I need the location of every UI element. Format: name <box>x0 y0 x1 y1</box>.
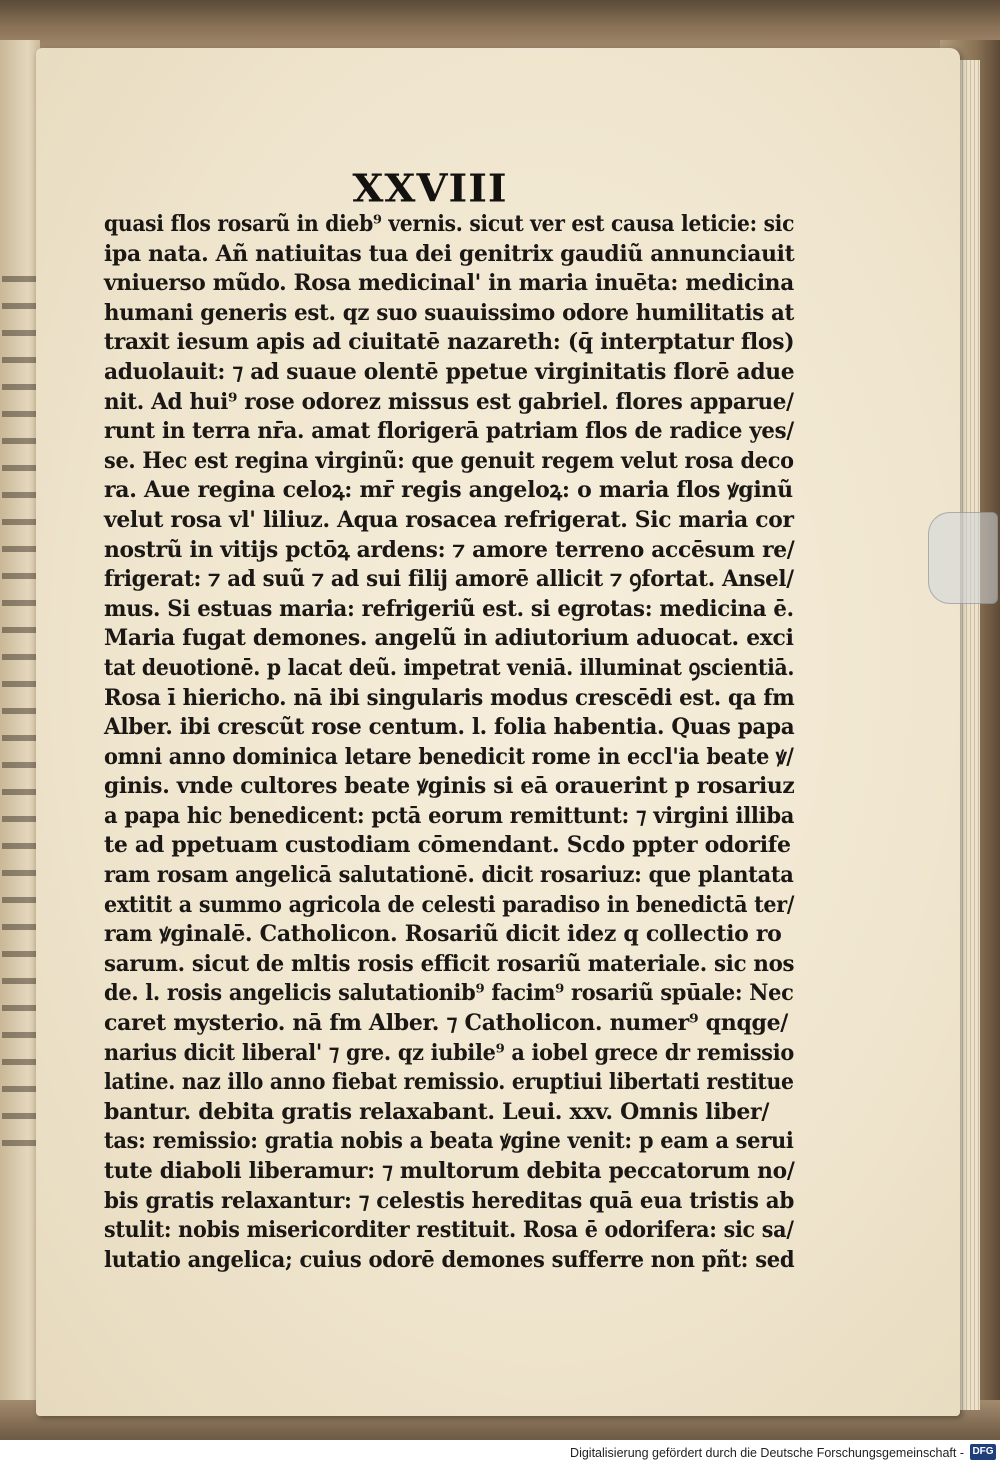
text-line: vniuerso mũdo. Rosa medicinal' in maria inuēta: medicina <box>104 270 794 297</box>
text-line: extitit a summo agricola de celesti paradiso in benedictā ter/ <box>104 891 795 918</box>
text-line: runt in terra nr̄a. amat florigerā patriam flos de radice yes/ <box>104 418 794 445</box>
text-line: narius dicit liberal' ⁊ gre. qz iubile⁹ a iobel grece dr remissio <box>104 1039 794 1066</box>
text-line: bis gratis relaxantur: ⁊ celestis hereditas quā eua tristis ab <box>104 1187 795 1214</box>
text-line: Maria fugat demones. angelũ in adiutorium aduocat. exci <box>104 625 794 652</box>
text-line: tas: remissio: gratia nobis a beata ꝟgine venit: p eam a serui <box>104 1128 794 1155</box>
text-line: mus. Si estuas maria: refrigeriũ est. si egrotas: medicina ē. <box>104 595 794 622</box>
funding-credit: Digitalisierung gefördert durch die Deutsche Forschungsgemeinschaft - <box>570 1446 964 1460</box>
text-line: ginis. vnde cultores beate ꝟginis si eā orauerint p rosariuz <box>104 773 795 800</box>
text-line: tute diaboli liberamur: ⁊ multorum debita peccatorum no/ <box>104 1158 795 1184</box>
text-line: traxit iesum apis ad ciuitatē nazareth: (q̄ interptatur flos) <box>104 329 795 356</box>
text-line: aduolauit: ⁊ ad suaue olentē ppetue virginitatis florē adue <box>104 358 795 385</box>
text-line: humani generis est. qz suo suauissimo odore humilitatis at <box>104 299 795 326</box>
text-line: Alber. ibi crescũt rose centum. l. folia habentia. Quas papa <box>104 714 795 741</box>
text-line: ra. Aue regina celoꝝ: mr̄ regis angeloꝝ: o maria flos ꝟginũ <box>104 477 793 504</box>
text-line: tat deuotionē. p lacat deũ. impetrat veniā. illuminat ꝯscientiā. <box>104 654 795 681</box>
text-line: nit. Ad hui⁹ rose odorez missus est gabriel. flores apparue/ <box>104 388 794 415</box>
text-line: ram ꝟginalē. Catholicon. Rosariũ dicit idez q collectio ro <box>104 921 782 948</box>
dfg-logo: DFG <box>970 1444 996 1460</box>
text-line: quasi flos rosarũ in dieb⁹ vernis. sicut ver est causa leticie: sic <box>104 211 795 237</box>
text-line: ram rosam angelicā salutationē. dicit rosariuz: que plantata <box>104 862 794 889</box>
facing-page-text-fragment <box>2 260 36 1160</box>
text-line: caret mysterio. nā fm Alber. ⁊ Catholicon. numer⁹ qnqge/ <box>104 1010 789 1037</box>
text-line: lutatio angelica; cuius odorē demones sufferre non pñt: sed <box>104 1246 795 1273</box>
text-line: frigerat: ⁊ ad suũ ⁊ ad sui filij amorē allicit ⁊ ꝯfortat. Ansel/ <box>104 566 794 593</box>
body-text <box>104 210 794 1275</box>
text-line: de. l. rosis angelicis salutationib⁹ facim⁹ rosariũ spūale: Nec <box>104 980 794 1007</box>
text-line: bantur. debita gratis relaxabant. Leui. xxv. Omnis liber/ <box>104 1098 770 1125</box>
text-line: sarum. sicut de mltis rosis efficit rosariũ materiale. sic nos <box>104 950 795 977</box>
text-line: a papa hic benedicent: pctā eorum remittunt: ⁊ virgini illiba <box>104 802 795 829</box>
text-line: te ad ppetuam custodiam cōmendant. Scdo ppter odorife <box>104 832 791 859</box>
text-line: omni anno dominica letare benedicit rome in eccl'ia beate ꝟ/ <box>104 743 794 770</box>
text-line: velut rosa vl' liliuz. Aqua rosacea refrigerat. Sic maria cor <box>104 506 794 533</box>
text-line: nostrũ in vitijs pctōꝝ ardens: ⁊ amore terreno accēsum re/ <box>104 536 795 563</box>
text-line: ipa nata. Añ natiuitas tua dei genitrix gaudiũ annunciauit <box>104 240 795 267</box>
text-line: Rosa ī hiericho. nā ibi singularis modus crescēdi est. qa fm <box>104 684 795 711</box>
facing-page-edge <box>0 40 40 1420</box>
text-line: se. Hec est regina virginũ: que genuit regem velut rosa deco <box>104 447 794 474</box>
binding-top-edge <box>0 0 1000 50</box>
page-clip-tab <box>928 512 998 604</box>
folio-number: XXVIII <box>352 166 508 211</box>
text-line: latine. naz illo anno fiebat remissio. eruptiui libertati restitue <box>104 1069 794 1096</box>
text-line: stulit: nobis misericorditer restituit. Rosa ē odorifera: sic sa/ <box>104 1217 794 1244</box>
